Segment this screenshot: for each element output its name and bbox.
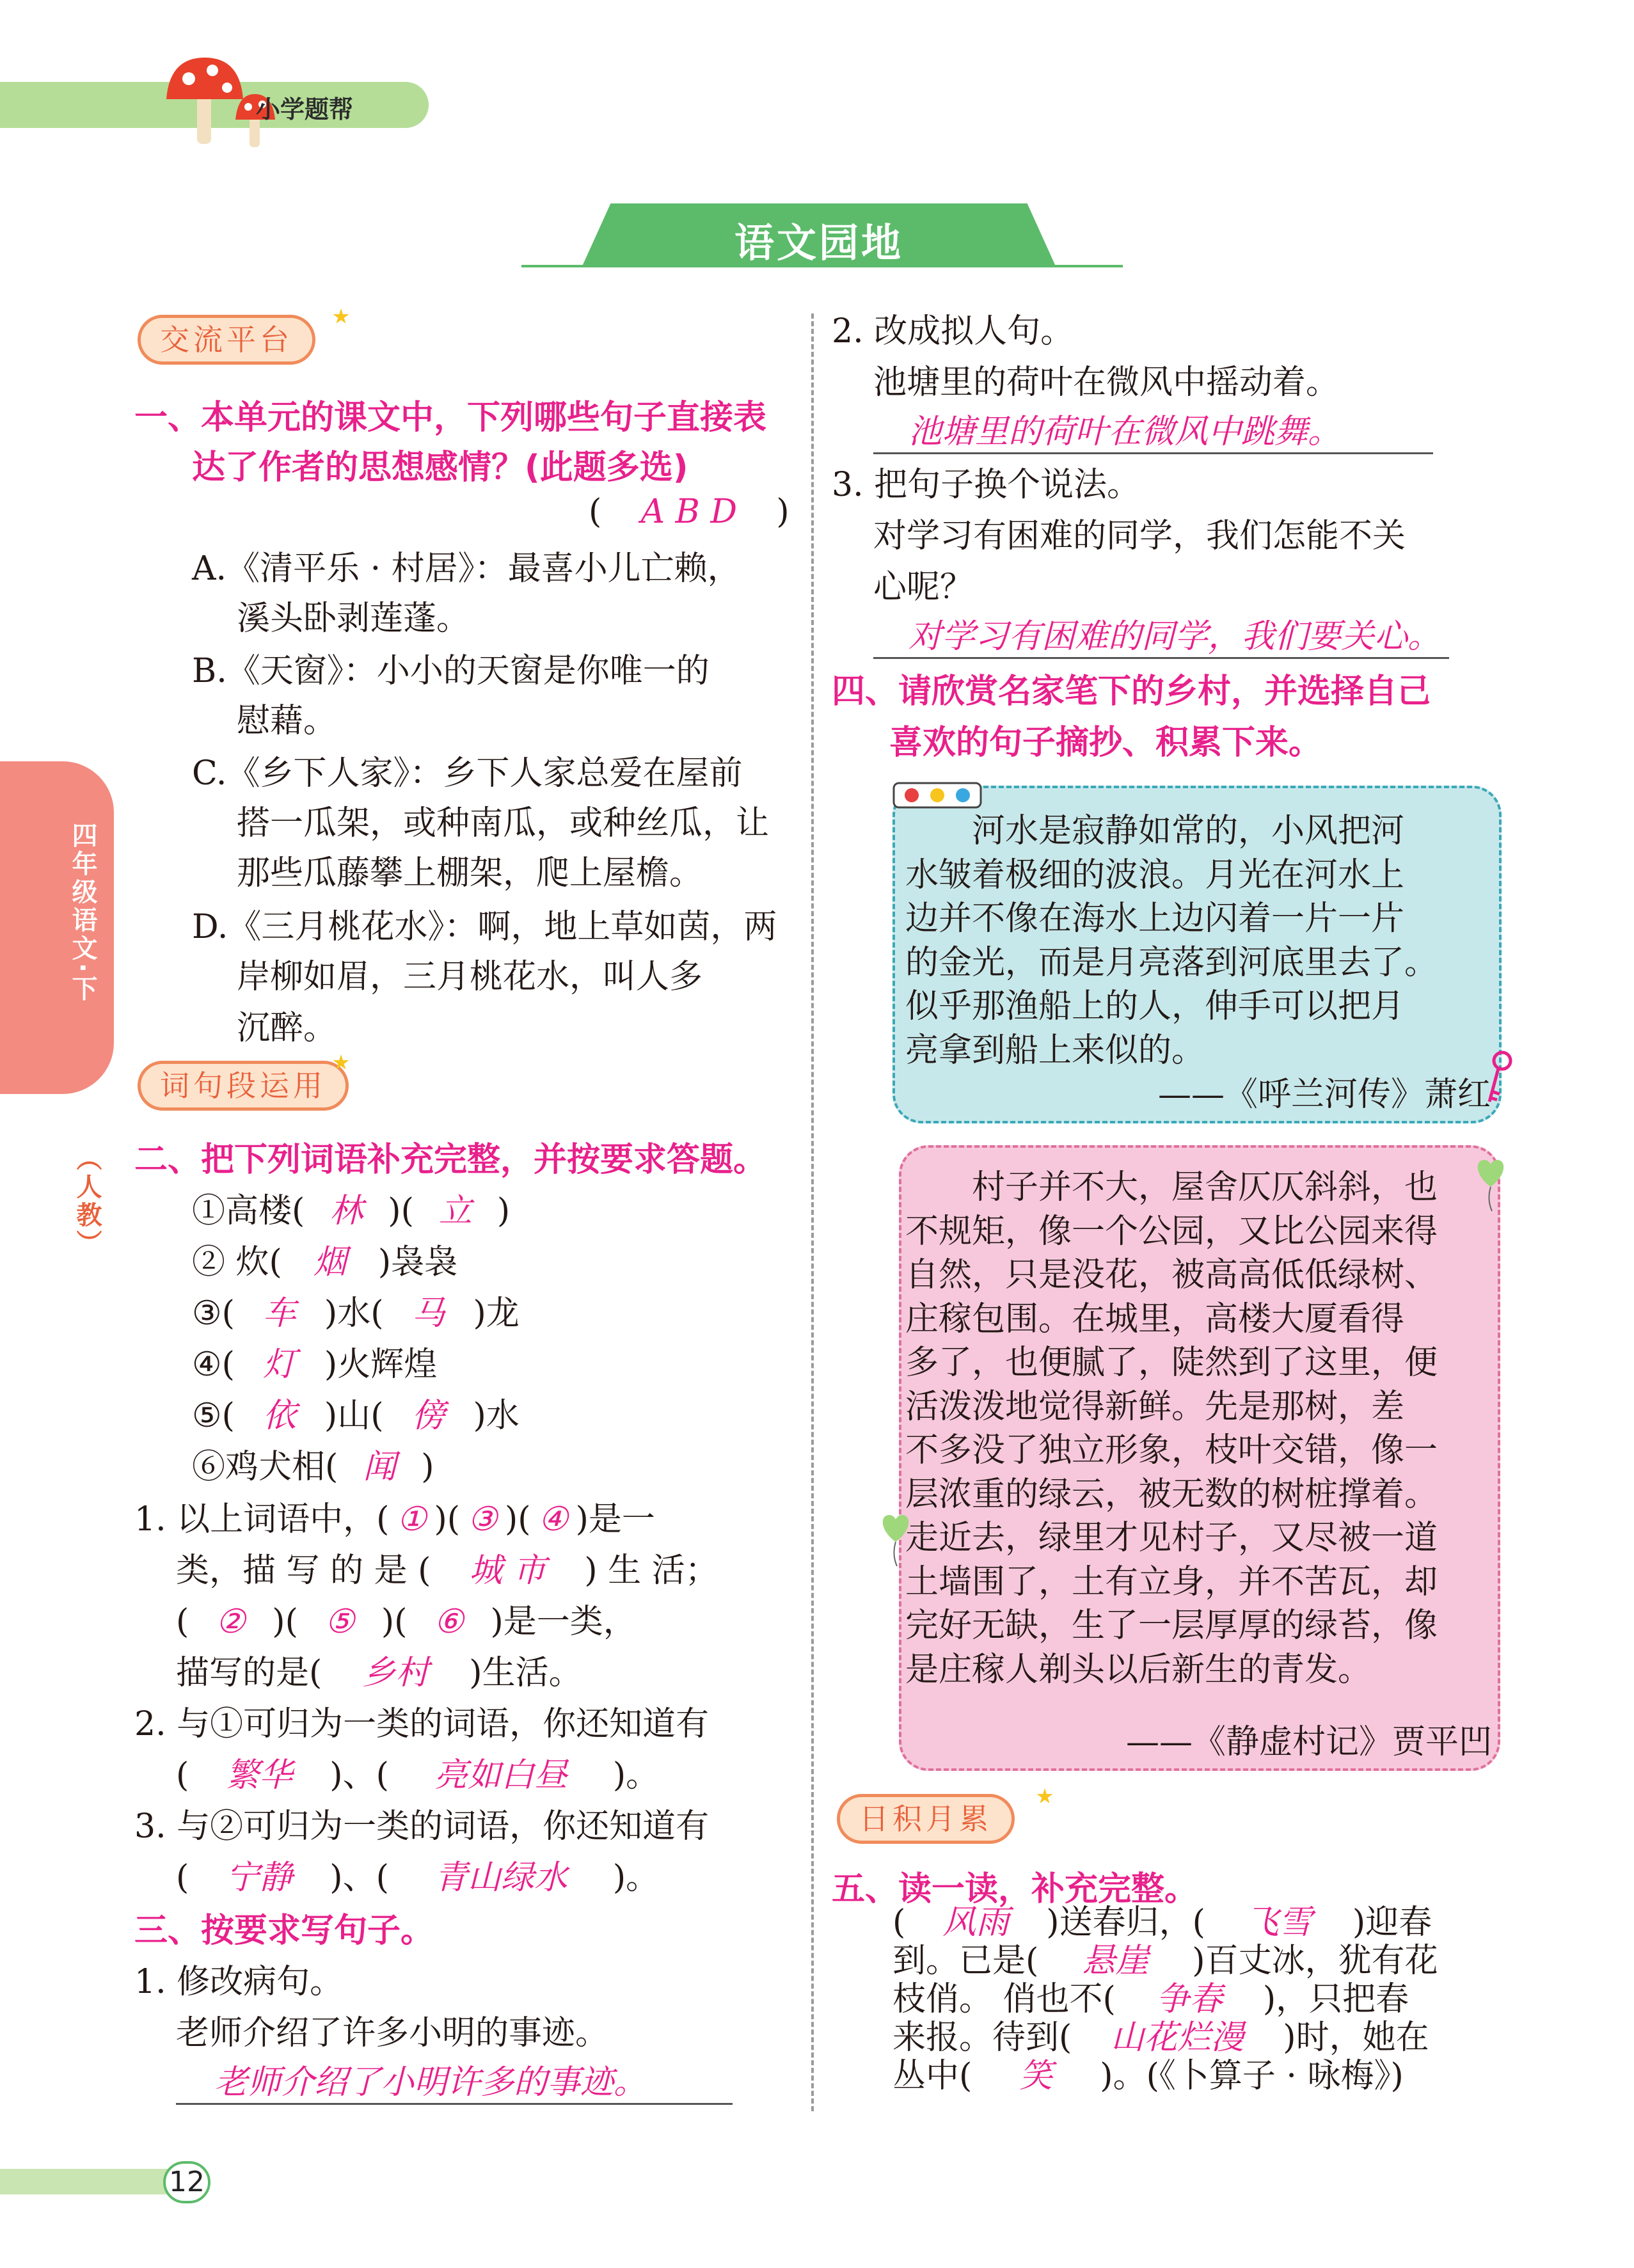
option-c-line3: 那些瓜藤攀上棚架，爬上屋檐。 [237, 854, 703, 892]
word-item-4: ④( 灯 )火辉煌 [192, 1345, 438, 1384]
sub-question-3-3-label: 3. 把句子换个说法。 [832, 466, 1141, 504]
question-1-line2: 达了作者的思想感情？(此题多选) [192, 448, 688, 487]
sub-question-3-1-original: 老师介绍了许多小明的事迹。 [176, 2014, 609, 2052]
column-divider [811, 313, 814, 2111]
page-title: 语文园地 [734, 219, 903, 266]
sub-question-3-3-answer-line: 对学习有困难的同学，我们要关心。 [873, 609, 1449, 659]
brand-name: 小学题帮 [256, 95, 354, 123]
section-label-usage: 词句段运用 [138, 1061, 349, 1111]
option-a-line2: 溪头卧剥莲蓬。 [237, 599, 470, 638]
sub-question-2-3-line1: 3. 与②可归为一类的词语，你还知道有 [134, 1807, 710, 1846]
question-4-line1: 四、请欣赏名家笔下的乡村，并选择自己 [832, 672, 1431, 711]
section-label-communication: 交流平台 [138, 315, 315, 365]
sub-question-2-1-line1: 1. 以上词语中，( ① )( ③ )( ④ )是一 [134, 1500, 655, 1539]
sub-question-2-3-line2: ( 宁静 )、( 青山绿水 )。 [176, 1859, 660, 1897]
option-d-line2: 岸柳如眉，三月桃花水，叫人多 [237, 958, 703, 996]
sub-question-3-2-original: 池塘里的荷叶在微风中摇动着。 [873, 363, 1340, 402]
question-4-line2: 喜欢的句子摘抄、积累下来。 [889, 724, 1322, 762]
sub-question-2-2-line2: ( 繁华 )、( 亮如白昼 )。 [176, 1756, 660, 1795]
question-5-title: 五、读一读，补充完整。 [832, 1870, 1198, 1908]
word-item-1: ①高楼( 林 )( 立 ) [192, 1192, 511, 1230]
sub-question-2-1-line4: 描写的是( 乡村 )生活。 [176, 1654, 582, 1692]
excerpt-1-source: ——《呼兰河传》萧红 [1158, 1075, 1491, 1114]
star-icon [1036, 1788, 1053, 1805]
question-1-answer-paren: ( A B D ) [589, 493, 789, 531]
excerpt-2-source: ——《静虚村记》贾平凹 [1126, 1723, 1493, 1761]
page-number: 12 [163, 2161, 210, 2203]
excerpt-2-text: 村子并不大，屋舍仄仄斜斜，也 不规矩，像一个公园，又比公园来得 自然，只是没花，被高高低低绿树、 庄稼包围。在城里，高楼大厦看得 多了，也便腻了，陡然到了这里，便 活泼泼地觉得新鲜。先是那树，差 不多没了独立形象，枝叶交错，像一 层浓重的绿云，被无数的树桩撑着。 走近去，绿里才见村子，又尽被一道 土墙围了，土有立身，并不苦瓦，却 完好无缺，生了一层厚厚的绿苔，像 是庄稼人剃头以后新生的青发。 [905, 1168, 1438, 1689]
star-icon [333, 308, 349, 325]
word-item-6: ⑥鸡犬相( 闻 ) [192, 1448, 434, 1486]
word-item-3: ③( 车 )水( 马 )龙 [192, 1294, 520, 1333]
poem-line-3: 枝俏。 俏也不( 争春 )，只把春 [892, 1980, 1409, 2018]
option-b-line1: B.《天窗》：小小的天窗是你唯一的 [192, 652, 710, 690]
option-a-line1: A.《清平乐 · 村居》：最喜小儿亡赖， [192, 550, 741, 588]
traffic-light-icon [892, 779, 982, 811]
option-c-line2: 搭一瓜架，或种南瓜，或种丝瓜，让 [237, 804, 770, 843]
balloon-heart-icon [1471, 1155, 1510, 1212]
question-3-title: 三、按要求写句子。 [134, 1912, 434, 1950]
sub-question-3-2-label: 2. 改成拟人句。 [832, 312, 1074, 351]
option-d-line1: D.《三月桃花水》：啊，地上草如茵，两 [192, 908, 777, 946]
sub-question-3-1-label: 1. 修改病句。 [134, 1963, 344, 2001]
question-2-title: 二、把下列词语补充完整，并按要求答题。 [134, 1141, 767, 1179]
question-1-answer: A B D [640, 493, 738, 531]
edition-label: （人教） [72, 1145, 102, 1258]
option-d-line3: 沉醉。 [237, 1009, 337, 1047]
question-1-line1: 一、本单元的课文中，下列哪些句子直接表 [134, 399, 767, 437]
excerpt-1-text: 河水是寂静如常的，小风把河 水皱着极细的波浪。月光在河水上 边并不像在海水上边闪着一片一片 的金光，而是月亮落到河底里去了。 似乎那渔船上的人，伸手可以把月 亮拿到船上来似的。 [905, 812, 1438, 1070]
sub-question-3-3-original-line2: 心呢？ [873, 568, 974, 607]
sub-question-3-3-original-line1: 对学习有困难的同学，我们怎能不关 [873, 517, 1406, 555]
poem-line-2: 到。已是( 悬崖 )百丈冰，犹有花 [892, 1942, 1438, 1980]
poem-line-1: ( 风雨 )送春归，( 飞雪 )迎春 [892, 1903, 1432, 1942]
sub-question-3-1-answer-line: 老师介绍了小明许多的事迹。 [176, 2055, 733, 2105]
sub-question-3-2-answer-line: 池塘里的荷叶在微风中跳舞。 [873, 404, 1433, 454]
option-b-line2: 慰藉。 [237, 702, 337, 740]
poem-line-5: 丛中( 笑 )。(《卜算子 · 咏梅》) [892, 2057, 1404, 2095]
poem-line-4: 来报。待到( 山花烂漫 )时，她在 [892, 2018, 1429, 2057]
sub-question-2-2-line1: 2. 与①可归为一类的词语，你还知道有 [134, 1705, 710, 1743]
section-label-accumulation: 日积月累 [837, 1794, 1015, 1844]
option-c-line1: C.《乡下人家》：乡下人家总爱在屋前 [192, 754, 743, 793]
word-item-2: ② 炊( 烟 )袅袅 [192, 1243, 458, 1281]
sub-question-2-1-line2: 类，描 写 的 是 ( 城 市 ) 生 活； [176, 1551, 718, 1590]
grade-label: 四年级语文·下 [68, 822, 97, 1004]
sub-question-2-1-line3: ( ② )( ⑤ )( ⑥ )是一类， [176, 1603, 637, 1641]
word-item-5: ⑤( 依 )山( 傍 )水 [192, 1397, 520, 1435]
